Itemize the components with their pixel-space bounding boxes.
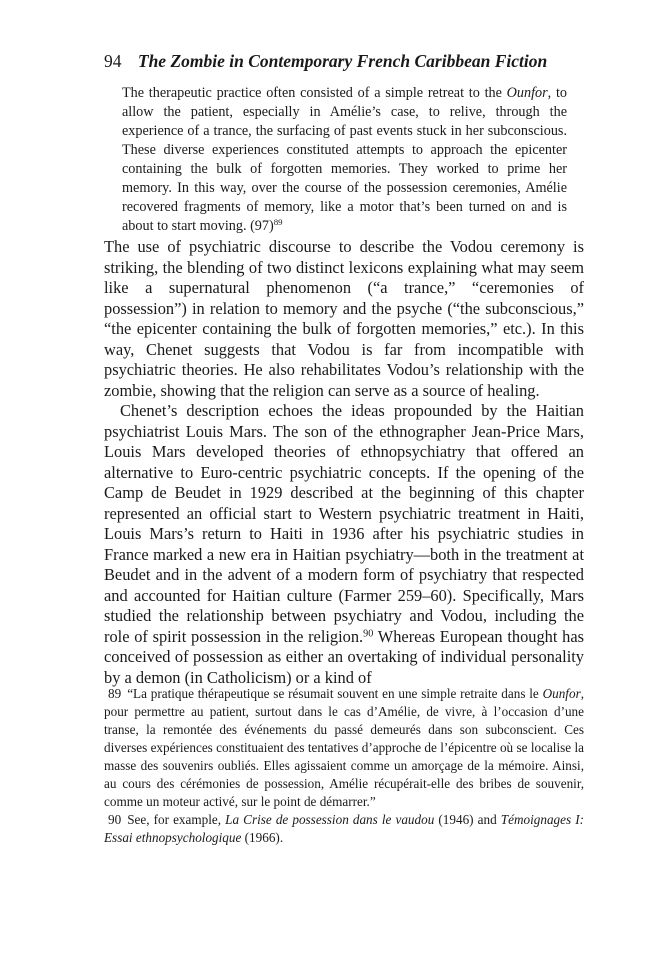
footnote-text: (1966).	[241, 830, 284, 845]
footnote-number: 89	[108, 686, 122, 701]
footnote-number: 90	[108, 812, 122, 827]
paragraph-2	[104, 401, 584, 688]
footnote-italic-title: La Crise de possession dans le vaudou	[225, 812, 435, 827]
paragraph-1: The use of psychiatric discourse to describe the Vodou ceremony is striking, the blending of two distinct lexicons explaining what may seem like a supernatural phenomenon (“a trance,” “ceremonies of possession”) in relation to memory and the psyche (“the subconscious,” “the epicenter containing the bulk of forgotten memories,” etc.). In this way, Chenet suggests that Vodou is far from incompatible with psychiatric theories. He also rehabilitates Vodou’s relationship with the zombie, showing that the religion can serve as a source of healing.	[104, 237, 584, 400]
quote-text-1: The therapeutic practice often consisted of a simple retreat to the	[122, 85, 507, 101]
footnote-italic-title: Témoignages I: Essai ethnopsychologique	[104, 812, 584, 845]
footnote-italic: Ounfor	[542, 686, 581, 701]
footnote-ref-89[interactable]: 89	[273, 217, 283, 228]
footnote-90	[104, 811, 584, 847]
quote-text-2: , to allow the patient, especially in Amélie’s case, to relive, through the experience of a trance, the surfacing of past events stuck in her subconscious. These diverse experiences constituted attempts to approach the epicenter containing the bulk of forgotten memories. They worked to prime her memory. In this way, over the course of the possession ceremonies, Amélie recovered fragments of memory, like a motor that’s been turned on and is about to start moving. (97)	[122, 85, 567, 234]
book-title: The Zombie in Contemporary French Caribbean Fiction	[137, 51, 548, 71]
paragraph-2-part-a: Chenet’s description echoes the ideas propounded by the Haitian psychiatrist Louis Mars. The son of the ethnographer Jean-Price Mars, Louis Mars developed theories of ethnopsychiatry that offered an alternative to Euro-centric psychiatric concepts. If the opening of the Camp de Beudet in 1929 described at the beginning of this chapter represented an official start to Western psychiatric treatment in Haiti, Louis Mars’s return to Haiti in 1936 after his psychiatric studies in France marked a new era in Haitian psychiatry—both in the treatment at Beudet and in the advent of a modern form of psychiatry that respected and accounted for Haitian culture (Farmer 259–60). Specifically, Mars studied the relationship between psychiatry and Vodou, including the role of spirit possession in the religion.	[104, 401, 584, 646]
block-quote	[122, 84, 567, 236]
footnote-text: , pour permettre au patient, surtout dans le cas d’Amélie, de vivre, à l’occasion d’une transe, la remontée des événements du passé demeurés dans son subconscient. Ces diverses expériences constituaient des tentatives d’approche de l’épicentre où se localise la masse des souvenirs oubliés. Elles agissaient comme un amorçage de la mémoire. Ainsi, au cours des cérémonies de possession, Amélie récupérait-elle des bribes de souvenir, comme un moteur activé, sur le point de démarrer.”	[104, 686, 584, 809]
footnote-ref-90[interactable]: 90	[363, 627, 374, 639]
footnote-text: (1946) and	[434, 812, 501, 827]
running-header	[104, 50, 566, 72]
quote-italic-ounfor: Ounfor	[506, 85, 548, 101]
body-text	[104, 237, 584, 688]
footnote-text: See, for example,	[127, 812, 226, 827]
footnotes	[104, 685, 584, 847]
footnote-89	[104, 685, 584, 811]
footnote-text: “La pratique thérapeutique se résumait souvent en une simple retraite dans le	[127, 686, 543, 701]
paragraph-2-part-b: Whereas European thought has conceived of possession as either an overtaking of individual personality by a demon (in Catholicism) or a kind of	[104, 626, 584, 687]
page-number: 94	[104, 51, 122, 71]
